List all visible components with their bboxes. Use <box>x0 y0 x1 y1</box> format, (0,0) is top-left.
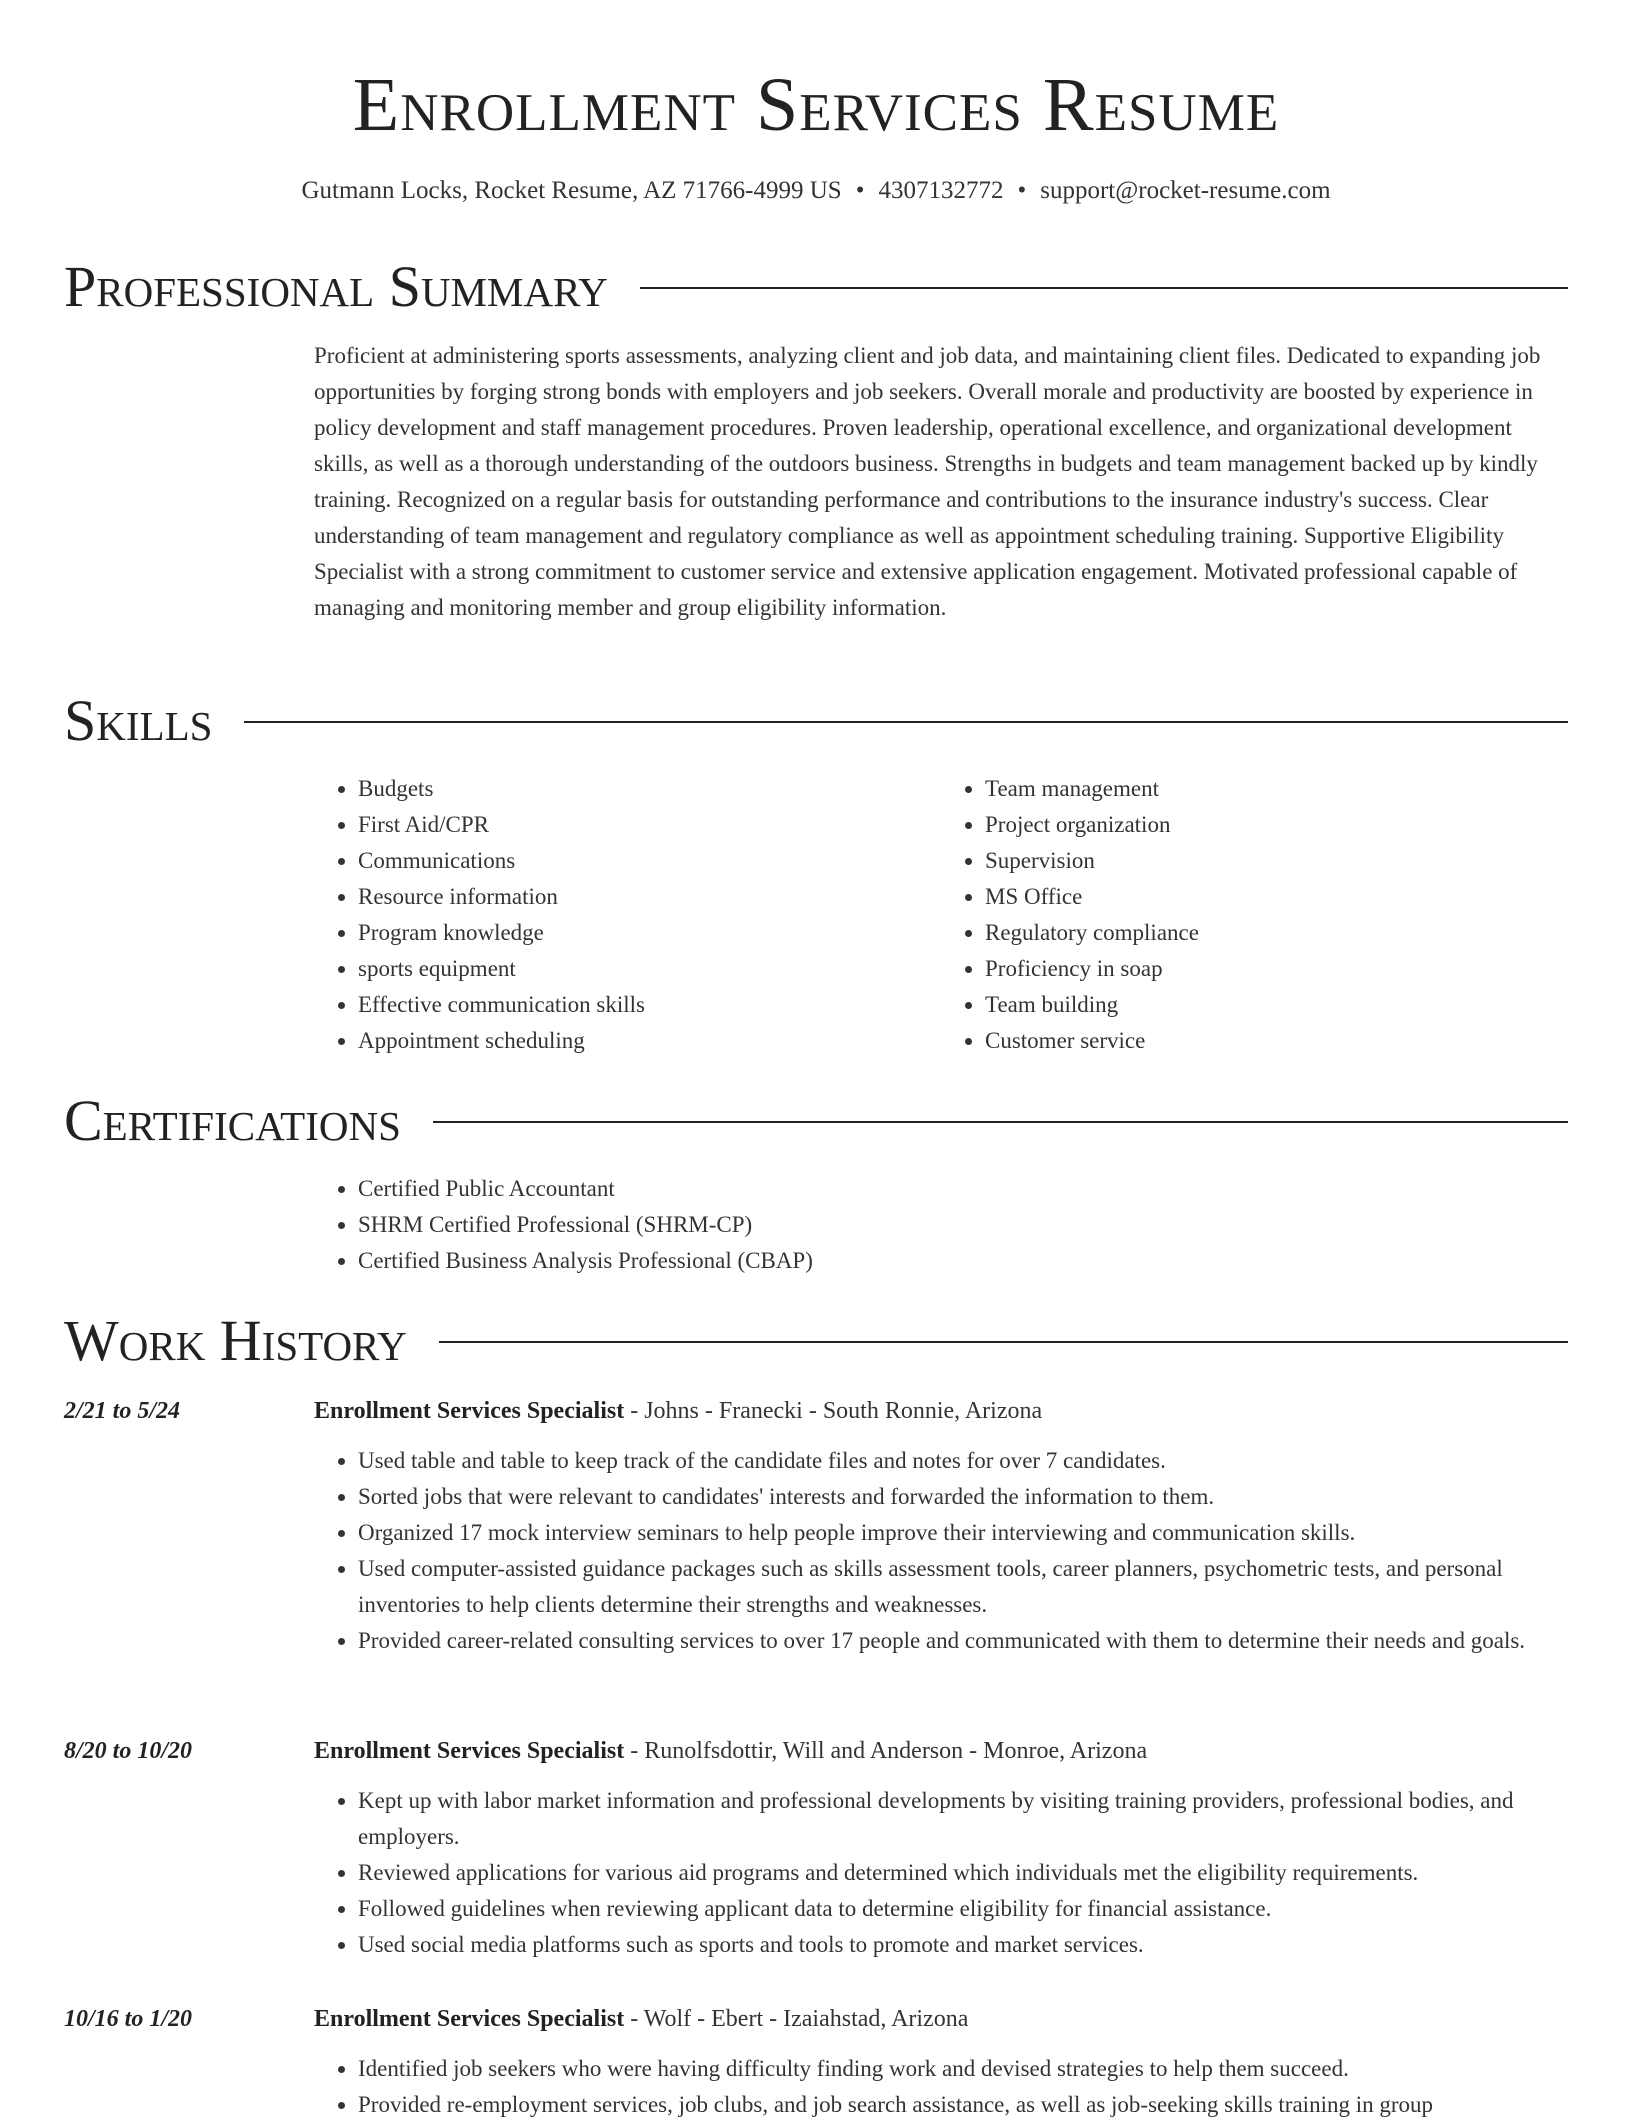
contact-phone: 4307132772 <box>878 177 1004 204</box>
section-divider <box>439 1341 1568 1343</box>
job-bullet: • Provided re-employment services, job clubs, and job search assistance, as well as job-seeking skills training in group <box>358 2087 1568 2123</box>
job-bullets <box>314 1783 1568 1963</box>
job-bullet: • Provided career-related consulting services to over 17 people and communicated with them to determine their needs and goals. <box>358 1623 1568 1659</box>
skills-body <box>314 771 1568 1059</box>
job-heading <box>314 1393 1568 1429</box>
skills-section-title: Skills <box>64 688 213 753</box>
job-bullet: • Organized 17 mock interview seminars to help people improve their interviewing and communication skills. <box>358 1515 1568 1551</box>
job-entry <box>314 1733 1568 1963</box>
job-bullet: • Sorted jobs that were relevant to candidates' interests and forwarded the information to them. <box>358 1479 1568 1515</box>
job-bullet: • Followed guidelines when reviewing applicant data to determine eligibility for financial assistance. <box>358 1891 1568 1927</box>
summary-section-title: Professional Summary <box>64 254 608 319</box>
resume-title: Enrollment Services Resume <box>352 63 1280 147</box>
job-bullet: • Reviewed applications for various aid programs and determined which individuals met the eligibility requirements. <box>358 1855 1568 1891</box>
section-divider <box>244 721 1568 723</box>
contact-line <box>0 174 1632 208</box>
job-employer: - Runolfsdottir, Will and Anderson - Monroe, Arizona <box>624 1738 1148 1764</box>
skill-item: • Customer service <box>985 1023 1568 1059</box>
certifications-body <box>314 1171 1568 1279</box>
job-title: Enrollment Services Specialist <box>314 1738 625 1764</box>
summary-section-header <box>64 252 1568 322</box>
job-bullet: • Identified job seekers who were having difficulty finding work and devised strategies to help them succeed. <box>358 2051 1568 2087</box>
job-bullet: • Kept up with labor market information and professional developments by visiting training providers, professional bodies, and employers. <box>358 1783 1568 1855</box>
job-dates: 8/20 to 10/20 <box>64 1738 193 1764</box>
job-bullets <box>314 1443 1568 1659</box>
work-section-header <box>64 1306 1568 1376</box>
skill-item: • Proficiency in soap <box>985 951 1568 987</box>
skill-item: • Appointment scheduling <box>358 1023 941 1059</box>
job-dates: 2/21 to 5/24 <box>64 1398 181 1424</box>
job-title: Enrollment Services Specialist <box>314 1398 625 1424</box>
job-employer: - Johns - Franecki - South Ronnie, Arizona <box>624 1398 1043 1424</box>
job-entry <box>314 1393 1568 1659</box>
contact-separator: • <box>1017 177 1027 204</box>
contact-separator: • <box>855 177 865 204</box>
summary-text: Proficient at administering sports assessments, analyzing client and job data, and maintaining client files. Dedicated to expanding job opportunities by forging strong bonds with employers and job seekers. Overall morale and productivity are boosted by experience in policy development and staff management procedures. Proven leadership, operational excellence, and organizational development skills, as well as a thorough understanding of the outdoors business. Strengths in budgets and team management backed up by kindly training. Recognized on a regular basis for outstanding performance and contributions to the insurance industry's success. Clear understanding of team management and regulatory compliance as well as appointment scheduling training. Supportive Eligibility Specialist with a strong commitment to customer service and extensive application engagement. Motivated professional capable of managing and monitoring member and group eligibility information. <box>314 343 1541 620</box>
skill-item: • Effective communication skills <box>358 987 941 1023</box>
contact-address: Gutmann Locks, Rocket Resume, AZ 71766-4999 US <box>301 177 842 204</box>
certification-item: • SHRM Certified Professional (SHRM-CP) <box>358 1207 1568 1243</box>
certification-item: • Certified Public Accountant <box>358 1171 1568 1207</box>
skills-list-right <box>941 771 1568 1059</box>
skill-item: • Budgets <box>358 771 941 807</box>
skill-item: • Communications <box>358 843 941 879</box>
job-bullet: • Used computer-assisted guidance packages such as skills assessment tools, career planners, psychometric tests, and personal inventories to help clients determine their strengths and weaknesses. <box>358 1551 1568 1623</box>
job-bullet: • Used table and table to keep track of the candidate files and notes for over 7 candidates. <box>358 1443 1568 1479</box>
skills-grid <box>314 771 1568 1059</box>
skill-item: • Supervision <box>985 843 1568 879</box>
work-section-title: Work History <box>64 1308 407 1373</box>
certification-item: • Certified Business Analysis Professional (CBAP) <box>358 1243 1568 1279</box>
skill-item: • Team building <box>985 987 1568 1023</box>
skill-item: • Regulatory compliance <box>985 915 1568 951</box>
skill-item: • First Aid/CPR <box>358 807 941 843</box>
job-heading <box>314 1733 1568 1769</box>
certifications-section-header <box>64 1086 1568 1156</box>
contact-email: support@rocket-resume.com <box>1040 177 1331 204</box>
certifications-list <box>314 1171 1568 1279</box>
section-divider <box>433 1121 1568 1123</box>
skill-item: • Resource information <box>358 879 941 915</box>
job-employer: - Wolf - Ebert - Izaiahstad, Arizona <box>624 2006 969 2032</box>
section-divider <box>640 287 1568 289</box>
job-heading <box>314 2001 1568 2037</box>
skill-item: • Team management <box>985 771 1568 807</box>
job-bullet: • Used social media platforms such as sports and tools to promote and market services. <box>358 1927 1568 1963</box>
job-title: Enrollment Services Specialist <box>314 2006 625 2032</box>
job-dates: 10/16 to 1/20 <box>64 2006 193 2032</box>
certifications-section-title: Certifications <box>64 1088 401 1153</box>
skill-item: • MS Office <box>985 879 1568 915</box>
skills-section-header <box>64 686 1568 756</box>
job-bullets <box>314 2051 1568 2123</box>
skill-item: • Project organization <box>985 807 1568 843</box>
skill-item: • sports equipment <box>358 951 941 987</box>
skills-list-left <box>314 771 941 1059</box>
skill-item: • Program knowledge <box>358 915 941 951</box>
summary-body <box>314 338 1568 626</box>
job-entry <box>314 2001 1568 2123</box>
